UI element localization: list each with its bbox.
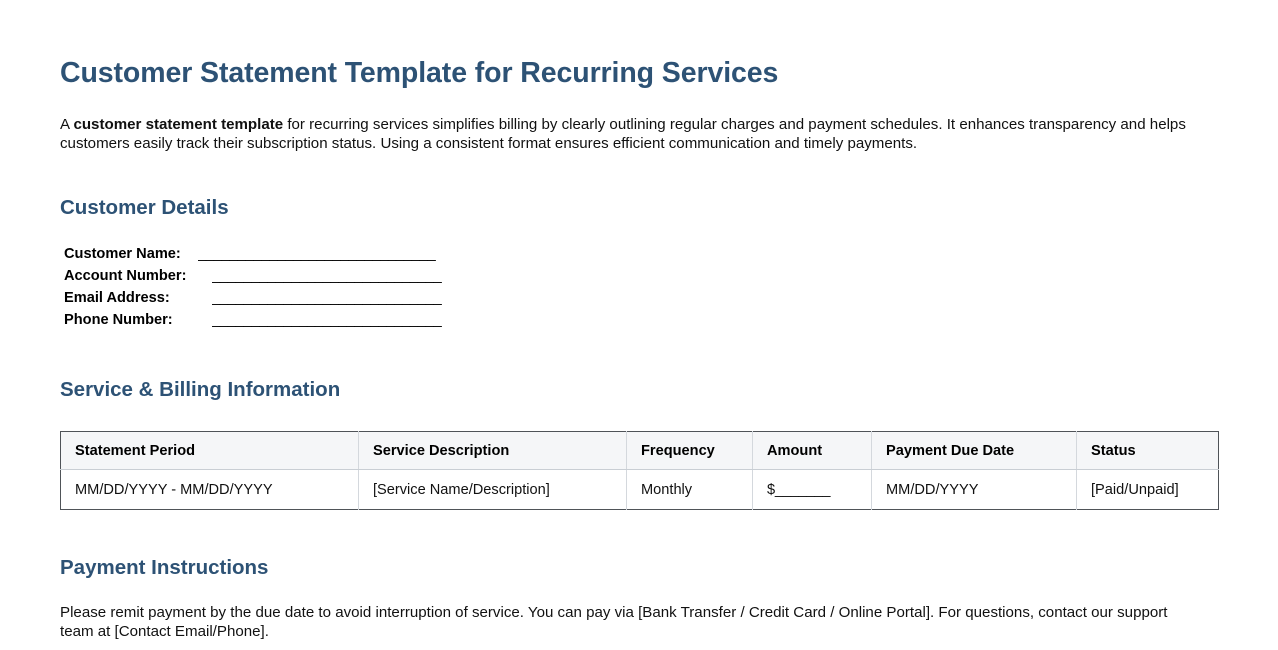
billing-table (60, 431, 1219, 510)
account-number-input-blank[interactable]: _____________________________ (212, 267, 442, 284)
column-header-frequency: Frequency (627, 432, 753, 470)
cell-frequency[interactable]: Monthly (627, 470, 753, 510)
form-row-customer-name (60, 243, 1218, 265)
section-heading-service-billing: Service & Billing Information (60, 377, 341, 401)
account-number-label: Account Number: (64, 267, 187, 284)
column-header-status: Status (1077, 432, 1219, 470)
phone-number-label: Phone Number: (64, 312, 173, 329)
intro-paragraph (60, 90, 1215, 153)
column-header-service-description: Service Description (359, 432, 627, 470)
cell-statement-period[interactable]: MM/DD/YYYY - MM/DD/YYYY (61, 470, 359, 510)
billing-table-container (60, 402, 1218, 510)
customer-name-input-blank[interactable]: ______________________________ (198, 245, 436, 262)
page-title: Customer Statement Template for Recurring Services (60, 57, 779, 89)
email-address-label: Email Address: (64, 290, 170, 307)
intro-lead-text: A (60, 116, 74, 134)
intro-bold-phrase: customer statement template (73, 116, 284, 134)
column-header-statement-period: Statement Period (61, 432, 359, 470)
column-header-payment-due-date: Payment Due Date (872, 432, 1077, 470)
cell-service-description[interactable]: [Service Name/Description] (359, 470, 627, 510)
billing-table-body (61, 470, 1219, 510)
billing-table-header (61, 432, 1219, 470)
email-address-input-blank[interactable]: _____________________________ (212, 290, 442, 307)
cell-payment-due-date[interactable]: MM/DD/YYYY (872, 470, 1077, 510)
form-row-email-address (60, 287, 1218, 309)
form-row-account-number (60, 265, 1218, 287)
table-header-row (61, 432, 1219, 470)
column-header-amount: Amount (753, 432, 872, 470)
customer-details-form (60, 221, 1218, 332)
cell-status[interactable]: [Paid/Unpaid] (1077, 470, 1219, 510)
intro-rest-text: for recurring services simplifies billing by clearly outlining regular charges and payment schedules. It enhances transparency and helps customers easily track their subscription status. Using a consistent format ensures efficient communication and timely payments. (60, 116, 1186, 153)
section-heading-payment-instructions: Payment Instructions (60, 556, 269, 580)
cell-amount[interactable]: $_______ (753, 470, 872, 510)
section-heading-customer-details: Customer Details (60, 196, 229, 220)
form-row-phone-number (60, 309, 1218, 331)
phone-number-input-blank[interactable]: _____________________________ (212, 312, 442, 329)
customer-name-label: Customer Name: (64, 245, 181, 262)
payment-instructions-paragraph: Please remit payment by the due date to avoid interruption of service. You can pay via [Bank Transfer / Credit Card / Online Portal]. For questions, contact our support team at [Contact Email/Phone]. (60, 603, 1168, 640)
table-row (61, 470, 1219, 510)
